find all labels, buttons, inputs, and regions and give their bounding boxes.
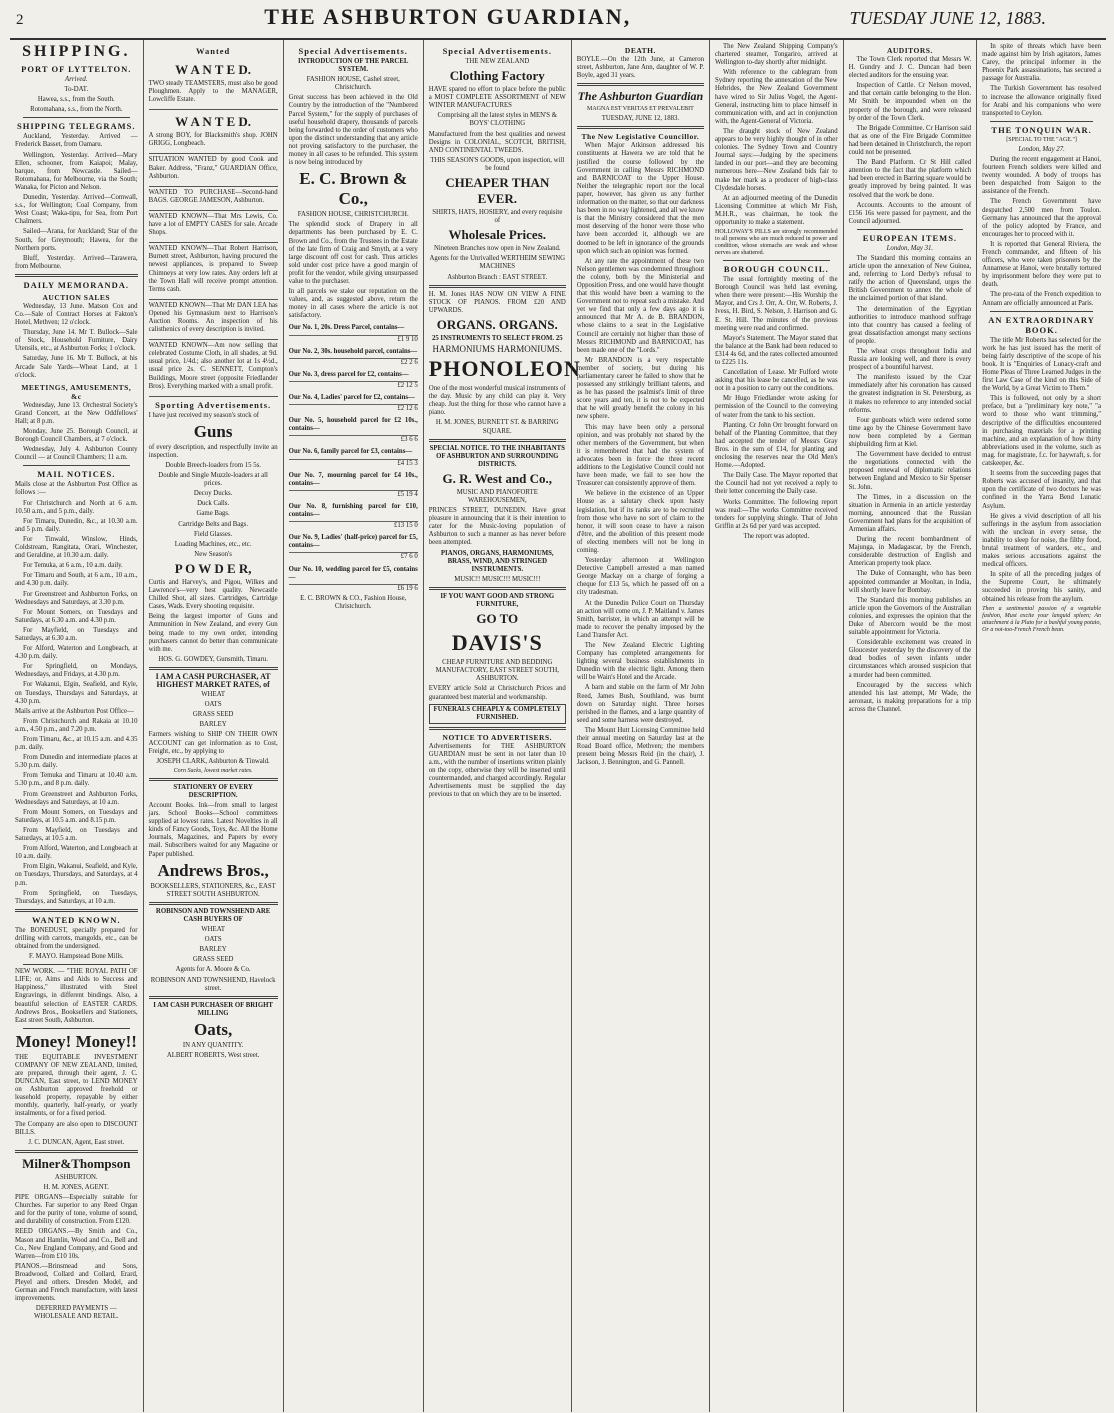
sporting-item: Duck Calls. [197,500,230,508]
european-paragraph: The Standard this morning publishes an article upon the Governors of the Australian colonies, and expresses the opinion that the Duke of Abercorn would be the most suitable appointment for Victoria. [848,596,972,637]
port-heading: PORT OF LYTTELTON. [21,64,132,74]
sporting-heading: Sporting Advertisements. [155,399,272,410]
money-sig: J. C. DUNCAN, Agent, East street. [28,1138,125,1146]
news-paragraph: The Turkish Government has resolved to increase the allowance originally fixed for Arabi and his companions who were transported to Ceylon. [982,85,1101,117]
tonquin-paragraph: It is reported that General Riviera, the French commander, and fifteen of his officers, who were taken prisoners by the Annamese at Hanoi, were brutally tortured by imprisonment before they were put to death. [982,240,1101,289]
west-stock: PIANOS, ORGANS, HARMONIUMS, BRASS, WIND, AND STRINGED INSTRUMENTS. [440,549,554,573]
wanted7-text: WANTED KNOWN—That Mr DAN LEA has Opened his Gymnasium next to Harrison's Auction Rooms. An inspection of his calisthenics of every description is invited. [148,301,278,334]
mail-item: For Temuka, at 6 a.m., 10 a.m. daily. [23,562,123,570]
oats-heading: I AM CASH PURCHASER OF BRIGHT MILLING [153,1001,273,1017]
council-paragraph: The usual fortnightly meeting of the Borough Council was held last evening, when there were present:—His Worship the Mayor, and Crs J. Orr, A. Orr, W. Roberts, J. Ivess, H. Bird, S. Nelson, J. Harrison and G. E. St. Hill. The minutes of the previous meeting were read and confirmed. [715,276,838,332]
article-paragraph: A barn and stable on the farm of Mr John Reed, James Bush, Southland, was burnt down on Saturday night. Three horses perished in the flames, and a large quantity of seed and some harness were destroyed. [576,684,705,724]
milner-text-3: PIANOS.—Brinsmead and Sons, Broadwood, Collard and Collard, Erard, Pleyel and others. Dresden Model, and German and French manufacture, with latest improvements. [15,1262,138,1303]
news-paragraph: The draught stock of New Zealand appears to be very highly thought of in other colonies. The Sydney Town and Country Journal says:—Judging by the specimens landed in our port—and they are becoming numerous here—New Zealand bids fair to make her mark as a producer of high-class Clydesdale horses. [715,127,838,192]
telegrams-heading: SHIPPING TELEGRAMS. [17,121,136,132]
mails-arrive-list [15,718,138,906]
brown-text-2: In all parcels we stake our reputation on the values, and, as suggested above, return the money in all cases where the article is not satisfactory. [288,288,418,320]
column-3 [284,40,424,1412]
council-paragraph: Inspection of Cattle. Cr Nelson moved, and that certain cattle belonging to the Hon. Mr Smith be impounded when on the property of the borough, and were released by order of the Town Clerk. [848,82,972,122]
parcel-total: £5 19 4 [289,490,418,499]
arrivals-list [15,96,138,114]
european-paragraph: The wheat crops throughout India and Russia are looking well, and there is every prospect of a bountiful harvest. [848,348,972,372]
lead-article [577,142,704,767]
instruments-line: 25 INSTRUMENTS TO SELECT FROM. 25 [431,334,563,342]
mail-list [15,500,138,706]
article-paragraph: Mr BRANDON is a very respectable member of society, but during his parliamentary career he failed to show that he possessed any strikingly brilliant talents, and as he has passed the psalmist's limit of three score years and ten, it is not to be expected that he will greatly benefit the colony in his new sphere. [576,356,705,421]
parcel-title: Our No. 5, household parcel for £2 10s., contains— [288,417,418,433]
milner-agent: H. M. JONES, AGENT. [43,1183,109,1191]
tonquin-paragraph: The French Government have despatched 2,500 men from Toulon. Germany has announced that the approval of the policy adopted by France, and encourages her to proceed with it. [982,198,1101,238]
european-paragraph: The manifesto issued by the Czar immediately after his coronation has caused the greatest indignation in St. Petersburg, as it makes no reference to any intended social reforms. [848,374,972,414]
council-heading: BOROUGH COUNCIL. [723,264,829,275]
wanted-heading: Wanted [195,46,231,56]
tonquin-dateline: London, May 27. [1018,145,1065,153]
masthead [10,4,1106,40]
cf-text-4: THIS SEASON'S GOODS, upon inspection, will be found [430,156,565,172]
jones-footer: H. M. JONES, BURNETT ST. & BARRING SQUARE. [435,419,559,435]
news-items [715,43,838,227]
wanted2-title: W A N T E D. [175,114,252,130]
article-paragraph: This may have been only a personal opinion, and was probably not shared by the other members of the Government, but when it is remembered that had the system of advocates been in force the three recent additions to the Legislative Council could not have been made, we fail to see how the Treasurer can consistently approve of them. [576,423,705,488]
west-heading: G. R. West and Co., [442,470,553,486]
arrival-item: Hawea, s.s., from the South. [37,96,115,104]
col3-heading: Special Advertisements. [298,46,408,56]
mail-arrive-item: From Elgin, Wakanui, Seafield, and Kyle, on Tuesdays, Thursdays, and Saturdays, at 4 p.m. [15,863,138,887]
column-6 [710,40,844,1412]
davis-sub: CHEAP FURNITURE AND BEDDING MANUFACTORY, EAST STREET SOUTH, ASHBURTON. [435,659,559,683]
european-paragraph: The Duke of Connaught, who has been appointed commander at Mooltan, in India, will shortly leave for Bombay. [848,570,972,594]
shipping-heading: SHIPPING. [22,43,131,60]
news-paragraph: The New Zealand Shipping Company's chartered steamer, Tongariro, arrived at Wellington to-day shortly after midnight. [715,43,838,67]
sporting-item: Double Breech-loaders from 15 5s. [165,462,261,469]
robinson-sig: ROBINSON AND TOWNSHEND, Havelock street. [150,976,276,992]
sporting-list [149,462,278,549]
book-review [982,337,1101,604]
article-paragraph: We believe in the existence of an Upper House as a salutary check upon hasty legislation, but if its ranks are to be recruited from those who have no sort of claim to the honor, it will soon cease to have a raison d'être, and the abolition of this present mode of electing members will not be long in coming. [576,490,705,554]
mail-item: For Christchurch and North at 6 a.m. 10.50 a.m., and 5 p.m., daily. [15,499,138,515]
phonoleon-heading: PHONOLEON [428,356,581,382]
article-paragraph: The New Zealand Electric Lighting Company has completed arrangements for lighting several business establishments in Dunedin with the electric light. Among them will be Wain's Hotel and the Arcade. [576,642,705,682]
cf-branch: Ashburton Branch : EAST STREET. [447,273,548,281]
wanted5-text: WANTED KNOWN—That Mrs Lewis, Co. have a lot of EMPTY CASES for sale. Arcade Shops. [148,212,278,237]
wanted3-text: SITUATION WANTED by good Cook and Baker. Address, "Franz," GUARDIAN Office, Ashburton. [148,156,278,180]
wanted1-text: TWO steady TEAMSTERS, must also be good Ploughmen. Apply to the MANAGER, Lowcliffe Estate. [148,80,278,104]
european-paragraph: The Times, in a discussion on the situation in Armenia in an article yesterday morning, announced that the Russian Government had plans for the acquisition of Armenian affairs. [848,493,972,533]
organs-heading: ORGANS. ORGANS. [436,316,558,332]
council-paragraph: The Band Platform. Cr St Hill called attention to the fact that the platform which had been erected in Barring square would be greatly improved by being painted. It was resolved that the work be done. [848,159,972,199]
council-paragraph: Accounts. Accounts to the amount of £156 16s were passed for payment, and the Council adjourned. [848,201,972,225]
cf-text-3: Manufactured from the best qualities and newest Designs in COLONIAL, SCOTCH, BRITISH, AND CONTINENTAL TWEEDS. [428,130,566,154]
council-paragraph: Cancellation of Lease. Mr Fulford wrote asking that his lease be cancelled, as he was not in a position to carry out the conditions. [715,369,838,393]
guns-heading: Guns [193,421,233,441]
special-notice: SPECIAL NOTICE. TO THE INHABITANTS OF ASHBURTON AND SURROUNDING DISTRICTS. [429,444,565,468]
cheaper-heading: CHEAPER THAN EVER. [445,175,550,207]
column-5 [572,40,710,1412]
davis-text: EVERY article Sold at Christchurch Prices and guaranteed best material and workmanship. [428,685,566,701]
parcel-total: £7 6 0 [289,552,418,561]
robinson-item: GRASS SEED [192,956,234,964]
parcel-list [289,324,418,592]
wanted6-text: WANTED KNOWN—That Robert Harrison, Burnett street, Ashburton, having procured the newest appliances, is prepared to Sweep Chimneys at very low rates. Any orders left at the Town Hall will receive prompt attention. Terms cash. [148,245,278,293]
parcel-total: £13 15 0 [289,521,418,530]
telegram-item: Bluff, Yesterday. Arrived—Tarawera, from Melbourne. [15,254,138,270]
cash-heading: I AM A CASH PURCHASER, AT HIGHEST MARKET RATES, of [155,671,271,689]
council-report [715,276,838,531]
robinson-agents: Agents for A. Moore & Co. [175,966,251,974]
music-line: MUSIC!! MUSIC!!! MUSIC!!! [454,575,541,583]
paper-motto: MAGNA EST VERITAS ET PREVALEBIT [587,106,694,113]
european-paragraph: During the recent bombardment of Majunga, in Madagascar, by the French, considerable destruction of English and American property took place. [848,536,972,568]
mail-arrive-item: From Timaru, &c., at 10.15 a.m. and 4.35 p.m. daily. [15,736,138,752]
clothing-heading: Clothing Factory [449,68,545,84]
parcel-title: Our No. 6, family parcel for £3, contains— [288,448,413,456]
powder-heading: P O W D E R, [174,560,252,576]
shirts-text: SHIRTS, HATS, HOSIERY, and every requisite of [432,209,563,225]
wanted-known-heading: WANTED KNOWN. [32,914,121,925]
sporting-text: of every description, and respectfully invite an inspection. [148,443,278,459]
european-paragraph: Four gunboats which were ordered some time ago by the Chinese Government have now been completed by a German shipbuilding firm at Kiel. [848,416,972,449]
memoranda-heading: DAILY MEMORANDA. [23,279,130,290]
council-paragraph: The Daily Case. The Mayor reported that the Council had not yet received a reply to their letter concerning the Daily case. [715,472,838,496]
mail-arrive-item: From Mayfield, on Tuesdays and Saturdays, at 10.5 a.m. [15,826,138,843]
cash-item: WHEAT [201,691,226,699]
parcel-title: Our No. 9, Ladies' (half-price) parcel for £5, contains— [288,534,418,550]
news-continued [982,43,1101,118]
funerals-box: FUNERALS CHEAPLY & COMPLETELY FURNISHED. [429,704,566,724]
sporting-item: Cartridge Belts and Bags. [178,520,249,528]
davis-heading: DAVIS'S [451,630,543,656]
page-number: 2 [16,12,24,28]
oats-sig: ALBERT ROBERTS, West street. [166,1051,260,1059]
sporting-item: Loading Machines, etc., etc. [174,540,252,548]
notice-heading: NOTICE TO ADVERTISERS. [442,732,552,742]
parcel-total: £3 6 6 [289,435,418,444]
telegrams-list [15,133,138,271]
council-paragraph: Mr Hugo Friedlander wrote asking for permission of the Council to the conveying of water from the tank to his section. [715,395,838,419]
meetings-list [15,402,138,463]
arrival-item: Rotomahana, s.s., from the North. [30,106,123,114]
auction-item: Saturday, June 16. Mr T. Bullock, at his Arcade Sale Yards—Wheat Land, at 1 o'clock. [15,355,138,379]
council-paragraph: The Brigade Committee. Cr Harrison said that as one of the Fire Brigade Committee had been detained in Christchurch, the report could not be presented. [848,124,972,157]
cash-items [149,691,278,729]
auction-heading: AUCTION SALES [42,292,111,302]
stationery-heading: STATIONERY OF EVERY DESCRIPTION. [173,783,253,799]
wanted1-title: W A N T E D. [175,62,252,77]
tonquin-paragraph: During the recent engagement at Hanoi, fourteen French soldiers were killed and twenty wounded. A body of troops has been despatched from Saigon to the assistance of the French. [982,155,1101,196]
paper-title: The Ashburton Guardian [577,89,704,104]
european-paragraph: Considerable excitement was created in Gloucester yesterday by the discovery of the dead bodies of seven infants under circumstances which aroused suspicion that a murder had been committed. [848,639,972,679]
european-paragraph: Encouraged by the success which attended his last attempt, Mr Wade, the aeronaut, is making preparations for a trip across the Channel. [848,681,972,713]
mail-item: For Timaru and South, at 6 a.m., 10 a.m., and 4.30 p.m. daily. [15,572,138,588]
article-paragraph: When Major Atkinson addressed his constituents at Hawera we are told that he justified the course followed by the Government in calling Messrs RICHMOND and BARNICOAT to the Upper House. Neither the telegraphic report nor the local paper, however, has given us any further information on the matter, so that our darkness has been in no way lightened, and all we know is that the Ministry considered that the men most deserving of the honor were those who have been accorded it, although we are doomed to be left in ignorance of the grounds upon which such an opinion was formed. [576,142,705,255]
mail-arrive-item: From Springfield, on Tuesdays, Thursdays, and Saturdays, at 10 a.m. [15,889,138,905]
european-paragraph: The Standard this morning contains an article upon the annexation of New Guinea, and, referring to Lord Derby's refusal to ratify the action of Queensland, urges the British Government to annex the whole of the unclaimed portion of that island. [848,254,972,303]
mail-intro: Mails close at the Ashburton Post Office as follows :— [15,481,138,497]
meeting-item: Wednesday, June 13. Orchestral Society's Grand Concert, at the New Oddfellows' Hall; at 8 p.m. [15,401,138,425]
arrived-label: Arrived. [65,76,88,83]
parcel-total: £6 19 6 [289,584,418,593]
sporting-item: Double and Single Muzzle-loaders at all prices. [158,472,268,488]
parcel-total: £4 15 3 [289,459,418,468]
sporting-intro: I have just received my season's stock of [148,411,260,419]
stationery-text: Account Books. Ink—from small to largest jars. School Books—School committees supplied at lowest rates. Latest Novelties in all kinds of Fancy Goods, Toys, &c. All the Home Journals, Magazines, and Papers by every mail. Subscribers waited for any Magazine or Paper published. [148,802,278,858]
mail-item: For Greenstreet and Ashburton Forks, on Wednesdays and Saturdays, at 3.30 p.m. [15,590,138,606]
article-paragraph: The Mount Hutt Licensing Committee held their annual meeting on Saturday last at the Road Board office, Methven; the members present being Messrs Reid (in the chair), J. Jackson, J. Bennington, and G. Pannell. [576,726,705,767]
telegram-item: Sailed—Arana, for Auckland; Star of the South, for Greymouth; Hawea, for the Northern ports. [15,228,138,252]
book-heading: AN EXTRAORDINARY BOOK. [988,314,1095,335]
european-heading: EUROPEAN ITEMS. [862,232,958,243]
mail-arrive-item: From Temuka and Timaru at 10.40 a.m. 5.30 p.m., and 8 p.m. daily. [15,772,138,788]
parcel-total: £2 2 6 [289,358,418,367]
parcel-title: Our No. 8, furnishing parcel for £10, contains— [288,502,418,519]
auction-list [15,303,138,380]
wanted8-text: WANTED KNOWN—Am now selling that celebrated Costume Cloth, in all shades, at 9d. usual price, 1/4d.; also another lot at 1s 4½d., usual price 2s. C. SENNETT, Compton's Buildings, Moore street (opposite Friedlander Bros). Everything marked with a small profit. [148,342,278,390]
sporting-item: Game Bags. [196,510,230,518]
cf-branches: Nineteen Branches now open in New Zealand. [433,245,561,253]
book-paragraph: He gives a vivid description of all his sufferings in the asylum from association with the unclean in every sense, the inability to sleep for noise, the filthy food, brutal treatment of warders, etc., and makes serious accusations against the medical officers. [982,512,1101,569]
european-dateline: London, May 31. [886,244,934,252]
andrews-heading: Andrews Bros., [157,860,269,880]
sporting-item: Field Glasses. [194,530,233,538]
robinson-items [149,926,278,964]
european-paragraph: The determination of the Egyptian authorities to introduce manhood suffrage into that country has caused a feeling of great dissatisfaction amongst many sections of people. [848,305,972,345]
col4-heading: Special Advertisements. [442,46,552,56]
robinson-item: WHEAT [201,926,226,934]
brown-sub: FASHION HOUSE, CHRISTCHURCH. [297,211,409,219]
robinson-item: BARLEY [199,946,227,954]
mail-item: For Mayfield, on Tuesdays and Saturdays, at 6.30 a.m. [15,626,138,642]
auction-item: Thursday, June 14. Mr T. Bullock—Sale of Stock, Household Furniture, Dairy Utensils, etc., at Ashburton Forks; 1 o'clock. [15,329,138,353]
book-end: Then a sentimental passion of a vegetable fashion, Must excite your languid spleen; An attachment à la Plato for a bashful young potato, Or a not-too-French French bean. [982,605,1101,633]
harmoniums-line: HARMONIUMS HARMONIUMS. [432,343,563,354]
oats-big: Oats, [193,1019,233,1039]
brown-footer: E. C. BROWN & CO., Fashion House, Christchurch. [300,594,407,610]
mail-arrive-item: From Mount Somers, on Tuesdays and Saturdays, at 10.5 a.m. and 8.15 p.m. [15,808,138,824]
tonquin-heading: THE TONQUIN WAR. [991,124,1092,135]
mail-arrive-item: From Dunedin and intermediate places at 5.30 p.m. daily. [15,754,138,770]
cash-item: BARLEY [199,721,227,729]
parcel-title: Our No. 1, 20s. Dress Parcel, contains— [288,324,405,332]
powder-text-2: Being the largest importer of Guns and Ammunition in New Zealand, and every Gun being made to my own order, intending purchasers cannot do better than communicate with me. [148,613,278,653]
mail-item: For Timaru, Dunedin, &c., at 10.30 a.m. and 5 p.m. daily. [15,517,138,533]
parcel-title: Our No. 3, dress parcel for £2, contains— [288,370,409,378]
milner-heading: Milner&Thompson [22,1155,131,1171]
issue-date: TUESDAY JUNE 12, 1883. [849,8,1046,28]
cash-text: Farmers wishing to SHIP ON THEIR OWN ACCOUNT can get information as to Cost, Freight, etc., by applying to [148,731,278,755]
mail-item: For Wakanui, Elgin, Seafield, and Kyle, on Tuesdays, Thursdays and Saturdays, at 4.30 p.m. [15,681,138,705]
holloway-ad: HOLLOWAY'S PILLS are strongly recommended to all persons who are much reduced in power and condition, whose stomachs are weak and whose nerves are shattered. [715,229,838,257]
jones-text: H. M. Jones HAS NOW ON VIEW A FINE STOCK OF PIANOS. FROM £20 AND UPWARDS. [428,290,566,314]
paper-date: TUESDAY, JUNE 12, 1883. [601,115,680,123]
newspaper-title: THE ASHBURTON GUARDIAN, [264,4,632,29]
cf-text-2: Comprising all the latest styles in MEN'S & BOYS' CLOTHING [437,112,558,128]
parcel-total: £1 9 10 [289,335,418,344]
council-paragraph: Planting. Cr John Orr brought forward on behalf of the Planting Committee, that they had accepted the tender of Messrs Gray Bros. in the sum of £14, for planting and enclosing the reserves near the Old Men's Home.—Adopted. [715,421,838,470]
council-paragraph: The Town Clerk reported that Messrs W. H. Gundry and J. C. Duncan had been elected auditors for the ensuing year. [848,56,972,80]
new-work-text: NEW WORK. — "THE ROYAL PATH OF LIFE; or, Aims and Aids to Success and Happiness," illustrated with Steel Engravings, in different bindings. Also, a beautiful selection of EASTER CARDS. Andrews Bros., Booksellers and Stationers, East street South, Ashburton. [15,968,138,1024]
parcel-total: £2 12 6 [289,404,418,413]
today-label: To-DAT. [64,86,89,94]
phono-text: One of the most wonderful musical instruments of the day. Music by any child can play it. Very cheap. Just the thing for those who cannot have a piano. [428,385,566,417]
meeting-item: Monday, June 25. Borough Council, at Borough Council Chambers, at 7 o'clock. [15,428,138,444]
notice-text: Advertisements for THE ASHBURTON GUARDIAN must be sent in not later than 10 a.m., with the number of insertions written plainly on the copy, otherwise they will be inserted until countermanded, and charged accordingly. Regular Advertisements must be supplied the day previous to that on which they are to be inserted. [428,742,566,799]
article-paragraph: At any rate the appointment of these two Nelson gentlemen was condemned throughout the colony, both by the Ministerial and Opposition Press, and one would have thought that this would have been a warning to the Government not to repeat such a mistake. And yet we find that only a few days ago it is announced that Mr A. de B. BRANDON, whose claims to a seat in the Legislative Council are certainly not higher than those of Messrs RICHMOND and BARNICOAT, has been made one of the "Lords." [576,257,705,354]
parcel-title: Our No. 4, Ladies' parcel for £2, contains— [288,394,415,401]
book-paragraph: In spite of all the preceding judges of the Supreme Court, he ultimately succeeded in proving his sanity, and obtained his release from the asylum. [982,571,1101,603]
parcel-title: Our No. 10, wedding parcel for £5, contains— [288,565,418,581]
intro-title: INTRODUCTION OF THE PARCEL SYSTEM. [298,58,409,74]
tonquin-special: [SPECIAL TO THE "AGE."] [1006,136,1077,143]
west-sub: MUSIC AND PIANOFORTE WAREHOUSEMEN, [456,488,538,504]
news-paragraph: In spite of threats which have been made against him by Irish agitators, James Carey, the principal informer in the Phoenix Park assassinations, has secured a passage for Australia. [982,43,1101,83]
milner-sub: ASHBURTON. [54,1173,98,1181]
article-paragraph: At the Dunedin Police Court on Thursday an action will come on, J. P. Maitland v. James Smith, barrister, in which an attempt will be made to recover the penalty imposed by the Land Transfer Act. [576,599,705,639]
west-text: PRINCES STREET, DUNEDIN. Have great pleasure in announcing that it is their intention to cater for the Music-loving population of Ashburton to such a manner as has never before been attempted. [428,507,566,547]
telegram-item: Wellington, Yesterday. Arrived—Mary Ellen, schooner, from Kaiapoi; Malay, barque, from Newcastle. Sailed—Rotomahana, for Melbourne, via the South; Wanaka, for Picton and Nelson. [15,151,138,191]
telegram-item: Dunedin, Yesterday. Arrived—Comwall, s.s., for Wellington; Coal Company, from West Coast; Waka-tipu, for Sea, from Port Chalmers. [15,194,138,226]
meeting-item: Wednesday, July 4. Ashburton County Council — at Council Chambers; 11 a.m. [15,446,138,462]
council-continued [849,56,972,226]
european-items [849,255,972,714]
andrews-sub: BOOKSELLERS, STATIONERS, &c., EAST STREET SOUTH ASHBURTON. [150,882,276,898]
council-paragraph: Works Committee. The following report was read:—The works Committee received tenders for supplying shingle. That of John Griffin at 2s 6d per yard was accepted. [715,498,838,530]
money-heading: Money! Money!! [15,1031,137,1051]
side-note: Corn Sacks, lowest market rates. [173,767,253,774]
wanted-known-sig: F. MAYO. Hampstead Bone Mills. [29,953,124,961]
telegram-item: Auckland, Yesterday. Arrived — Frederick Basset, from Oamaru. [15,133,138,149]
robinson-heading: ROBINSON AND TOWNSHEND ARE CASH BUYERS OF [155,907,271,923]
money-text-2: The Company are also open to DISCOUNT BILLS. [15,1120,138,1136]
mail-item: For Alford, Waterton and Longbeach, at 4.30 p.m. daily. [15,645,138,661]
news-paragraph: With reference to the cablegram from Sydney reporting the annexation of the New Hebrides, the New Zealand Government have wired to Sir Julius Vogel, the Agent-General, instructing him to place himself in communication with, and act in conjunction with, the Agent-General of Victoria. [715,69,838,125]
cash-item: OATS [204,701,222,709]
tonquin-items [982,156,1101,308]
mails-arrive-heading: Mails arrive at the Ashburton Post Office— [15,707,134,715]
death-text: BOYLE.—On the 12th June, at Cameron street, Ashburton, Jane Ann, daughter of W. P. Boyle, aged 31 years. [576,56,705,80]
furnish-line: IF YOU WANT GOOD AND STRONG FURNITURE, [440,592,555,609]
mail-arrive-item: From Alford, Waterton, and Longbeach at 10 a.m. daily. [15,845,138,861]
wholesale-heading: Wholesale Prices. [448,227,547,243]
meetings-heading: MEETINGS, AMUSEMENTS, &c [21,382,132,401]
milner-text-2: REED ORGANS.—By Smith and Co., Mason and Hamlin, Wood and Co., Bell and Co., New England Company, and Good and Warren—from £10 10s. [15,1228,138,1260]
intro-sub: FASHION HOUSE, Cashel street, Christchurch. [306,76,400,92]
mail-item: For Springfield, on Mondays, Wednesdays, and Fridays, at 4.30 p.m. [15,663,138,679]
auction-item: Wednesday, 13 June. Matson Cox and Co.—Sale of Contract Horses at Fakton's Hotel, Methven; 12 o'clock. [15,302,138,327]
column-8 [977,40,1106,1412]
parcel-title: Our No. 2, 30s. household parcel, contains— [288,347,418,355]
auditors-heading: AUDITORS. [886,46,933,55]
mail-arrive-item: From Christchurch and Rakaia at 10.10 a.m., 4.50 p.m., and 7.20 p.m. [15,717,138,733]
intro-text: Great success has been achieved in the Old Country by the introduction of the "Numbered Parcel System," for the supply of purchases of useful household drapery, thousands of parcels being forwarded to the order of customers who upon the distinct understanding that any article not proving satisfactory to the purchaser, the money in all cases to be refunded. This system is now being introduced by [288,94,418,167]
parcel-total: £2 12 5 [289,381,418,390]
column-7 [844,40,978,1412]
powder-text: Curtis and Harvey's, and Pigou, Wilkes and Lawrence's—very best quality. Newcastle Chilled Shot, all sizes. Cartridges, Cartridge Cases, Wads. Every shooting requisite. [148,578,278,611]
wanted2-text: A strong BOY, for Blacksmith's shop. JOHN GRIGG, Longbeach. [148,132,278,148]
milner-text: PIPE ORGANS—Especially suitable for Churches. Far superior to any Reed Organ and for the purity of tone, volume of sound, and durability of construction. From £120. [15,1194,138,1226]
column-1 [10,40,144,1412]
brown-heading: E. C. Brown & Co., [299,169,408,209]
mail-arrive-item: From Greenstreet and Ashburton Forks, Wednesdays and Saturdays, at 10 a.m. [15,790,138,806]
nz-title: THE NEW ZEALAND [465,58,530,65]
cf-text: HAVE spared no effort to place before the public a MOST COMPLETE ASSORTMENT of NEW WINTER MANUFACTURES [428,86,566,110]
book-paragraph: The title Mr Roberts has selected for the work he has just issued has the merit of being fairly descriptive of the scope of his book. It is "Enquiries of Lunacy-craft and Home Pleas of Three Learned Judges in the first Law Case of the kind on this Side of the World, by a Great Victim to Them." [982,336,1101,393]
article-paragraph: Yesterday afternoon at Wellington Detective Campbell arrested a man named George Mackay on a charge of forging a cheque for £13 5s, which he passed off on a city tradesman. [576,557,705,597]
book-paragraph: It seems from the succeeding pages that Roberts was accused of insanity, and that upon the certificate of two doctors he was confined in the Yarra Bend Lunatic Asylum. [982,470,1101,510]
brown-text: The splendid stock of Drapery in all departments has been purchased by E. C. Brown and Co., from the Trustees in the Estate of the late firm of Craig and Smyth, at a very large discount off cost for cash. Thus articles sold under cost price have a good margin of profit for the vendor, while giving unsurpassed value to the purchaser. [288,221,418,285]
mail-heading: MAIL NOTICES. [37,469,116,480]
lead-heading: The New Legislative Councillor. [581,132,700,142]
robinson-item: OATS [204,936,222,944]
news-paragraph: At an adjourned meeting of the Dunedin Licensing Committee at which Mr Fish, M.H.R., was chairman, he took the opportunity to make a statement. [715,194,838,226]
tonquin-paragraph: The pro-rata of the French expedition to Annam are officially announced at Paris. [982,291,1101,307]
mail-item: For Mount Somers, on Tuesdays and Saturdays, at 6.30 a.m. and 4.30 p.m. [15,608,138,624]
column-4 [424,40,581,1412]
new-season: New Season's [194,550,232,558]
cf-agents: Agents for the Unrivalled WERTHEIM SEWING MACHINES [429,255,566,271]
european-paragraph: The Government have decided to entrust the negotiations connected with the proposed renewal of diplomatic relations between England and Mexico to Sir Spenser St. John. [848,451,972,491]
milner-footer: DEFERRED PAYMENTS — WHOLESALE AND RETAIL. [33,1305,119,1321]
parcel-title: Our No. 7, mourning parcel for £4 10s., contains— [288,471,418,487]
wanted-known-text: The BONEDUST, specially prepared for drilling with carrots, mangolds, etc., can be obtained from the undersigned. [15,926,138,950]
death-heading: DEATH. [624,46,656,55]
cash-sig: JOSEPH CLARK, Ashburton & Tinwald. [156,757,270,765]
cash-item: GRASS SEED [192,711,234,719]
column-2 [144,40,284,1412]
sporting-item: Decoy Ducks. [193,490,233,498]
council-end: The report was adopted. [743,532,810,540]
wanted4-text: WANTED TO PURCHASE—Second-hand BAGS. GEORGE JAMESON, Ashburton. [148,188,278,204]
powder-sig: HOS. G. GOWDEY, Gunsmith, Timaru. [158,655,268,663]
goto-line: GO TO [476,611,519,627]
oats-sub: IN ANY QUANTITY. [182,1041,244,1049]
book-paragraph: This is followed, not only by a short preface, but a "preliminary key note," "a word to those who want trimming," descriptive of the difficulties encountered in purchasing materials for a printing machine, and an explanation of how thirty abbreviations used in the volume, such as mag. for magistrate, f.c. for haywraft, s. for catskeeper, &c. [982,395,1101,468]
money-text: THE EQUITABLE INVESTMENT COMPANY OF NEW ZEALAND, limited, are prepared, through their agent, J. C. DUNCAN, East street, to LEND MONEY on Ashburton approved freehold or leasehold property, repayable by either monthly, quarterly, half-yearly, or yearly instalments, or for a fixed period. [15,1053,138,1118]
council-paragraph: Mayor's Statement. The Mayor stated that the balance at the Bank had been reduced to £314 4s 6d, and the rates collected amounted to £225 11s. [715,334,838,366]
mail-item: For Tinwald, Winslow, Hinds, Coldstream, Rangitata, Orari, Winchester, and Geraldine, at 10.30 a.m. daily. [15,535,138,560]
